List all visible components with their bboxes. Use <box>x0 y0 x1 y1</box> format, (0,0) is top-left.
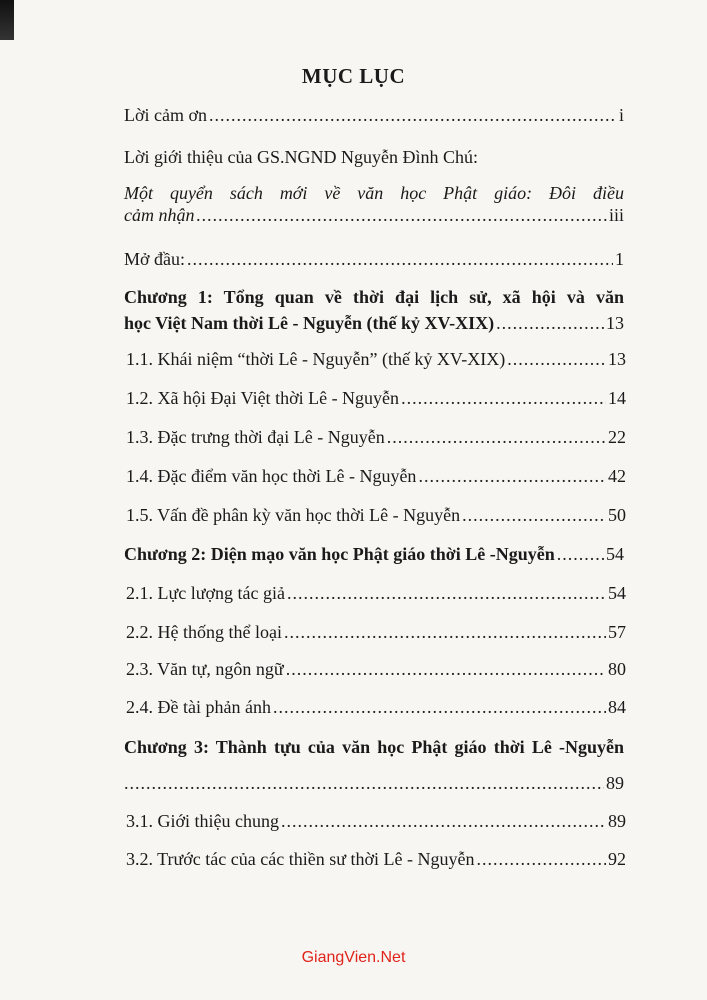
toc-entry-page: 89 <box>608 811 626 831</box>
dot-leader <box>124 772 604 794</box>
toc-entry-label: 1.1. Khái niệm “thời Lê - Nguyễn” (thế kỷ XV-XIX) <box>126 349 506 369</box>
toc-entry-3-1 <box>124 810 626 832</box>
toc-entry-page: iii <box>608 205 624 225</box>
toc-entry-label: Mở đầu: <box>124 249 186 269</box>
dot-leader <box>476 848 606 870</box>
toc-entry-chapter-1 <box>124 286 624 334</box>
toc-entry-page: 13 <box>608 349 626 369</box>
toc-entry-acknowledgements <box>124 104 624 126</box>
dot-leader <box>557 543 604 565</box>
toc-entry-line1: Chương 1: Tổng quan về thời đại lịch sử, xã hội và văn <box>124 287 624 307</box>
toc-entry-page: 57 <box>608 622 626 642</box>
dot-leader <box>418 465 606 487</box>
toc-entry-1-2 <box>124 387 626 409</box>
dot-leader <box>387 426 606 448</box>
toc-entry-page: 50 <box>608 505 626 525</box>
toc-entry-2-2 <box>124 621 626 643</box>
toc-entry-page: 54 <box>606 544 624 564</box>
page-title: MỤC LỤC <box>301 64 406 88</box>
toc-entry-label: 2.2. Hệ thống thể loại <box>126 622 282 642</box>
dot-leader <box>286 658 606 680</box>
toc-entry-label: 3.1. Giới thiệu chung <box>126 811 279 831</box>
toc-entry-label: 2.1. Lực lượng tác giả <box>126 583 285 603</box>
toc-entry-2-3 <box>124 658 626 680</box>
toc-entry-label: 3.2. Trước tác của các thiền sư thời Lê - Nguyễn <box>126 849 475 869</box>
dot-leader <box>281 810 606 832</box>
toc-entry-page: 89 <box>606 773 624 793</box>
dot-leader <box>401 387 606 409</box>
toc-entry-1-5 <box>124 504 626 526</box>
toc-entry-label: Lời giới thiệu của GS.NGND Nguyễn Đình Chú: <box>124 147 479 167</box>
toc-entry-page: 1 <box>615 249 624 269</box>
toc-entry-page: 42 <box>608 466 626 486</box>
toc-entry-label: 1.2. Xã hội Đại Việt thời Lê - Nguyễn <box>126 388 400 408</box>
toc-entry-3-2 <box>124 848 626 870</box>
dot-leader <box>284 621 606 643</box>
toc-entry-page: 13 <box>606 313 624 333</box>
toc-entry-2-4 <box>124 696 626 718</box>
toc-entry-opening <box>124 248 624 270</box>
scan-shadow <box>0 0 14 40</box>
toc-entry-line1: Một quyển sách mới về văn học Phật giáo: Đôi điều <box>124 183 624 203</box>
toc-entry-label: cảm nhận <box>124 205 195 225</box>
toc-entry-page: 80 <box>608 659 626 679</box>
toc-entry-page: 84 <box>608 697 626 717</box>
toc-entry-2-1 <box>124 582 626 604</box>
toc-entry-introduction-heading <box>124 146 624 168</box>
toc-entry-introduction <box>124 182 624 226</box>
toc-entry-label: 1.5. Vấn đề phân kỳ văn học thời Lê - Nguyễn <box>126 505 461 525</box>
toc-entry-page: 92 <box>608 849 626 869</box>
toc-entry-1-1 <box>124 348 626 370</box>
dot-leader <box>507 348 606 370</box>
dot-leader <box>197 204 607 226</box>
dot-leader <box>496 312 604 334</box>
toc-entry-line1: Chương 3: Thành tựu của văn học Phật giáo thời Lê -Nguyễn <box>124 737 624 757</box>
toc-entry-label: 2.3. Văn tự, ngôn ngữ <box>126 659 284 679</box>
toc-entry-chapter-3 <box>124 736 624 794</box>
dot-leader <box>462 504 606 526</box>
toc-entry-label: 2.4. Đề tài phản ánh <box>126 697 271 717</box>
site-watermark: GiangVien.Net <box>301 949 406 966</box>
toc-entry-page: 22 <box>608 427 626 447</box>
toc-entry-label: 1.3. Đặc trưng thời đại Lê - Nguyễn <box>126 427 385 447</box>
dot-leader <box>187 248 613 270</box>
dot-leader <box>273 696 606 718</box>
dot-leader <box>287 582 606 604</box>
toc-entry-page: i <box>618 105 624 125</box>
toc-entry-page: 54 <box>608 583 626 603</box>
toc-entry-page: 14 <box>608 388 626 408</box>
toc-entry-1-4 <box>124 465 626 487</box>
toc-entry-label: học Việt Nam thời Lê - Nguyễn (thế kỷ XV-XIX) <box>124 313 495 333</box>
toc-entry-chapter-2 <box>124 543 624 565</box>
toc-entry-label: Lời cảm ơn <box>124 105 208 125</box>
toc-entry-label: Chương 2: Diện mạo văn học Phật giáo thời Lê -Nguyễn <box>124 544 555 564</box>
toc-entry-label: 1.4. Đặc điểm văn học thời Lê - Nguyễn <box>126 466 417 486</box>
toc-entry-1-3 <box>124 426 626 448</box>
dot-leader <box>209 104 617 126</box>
